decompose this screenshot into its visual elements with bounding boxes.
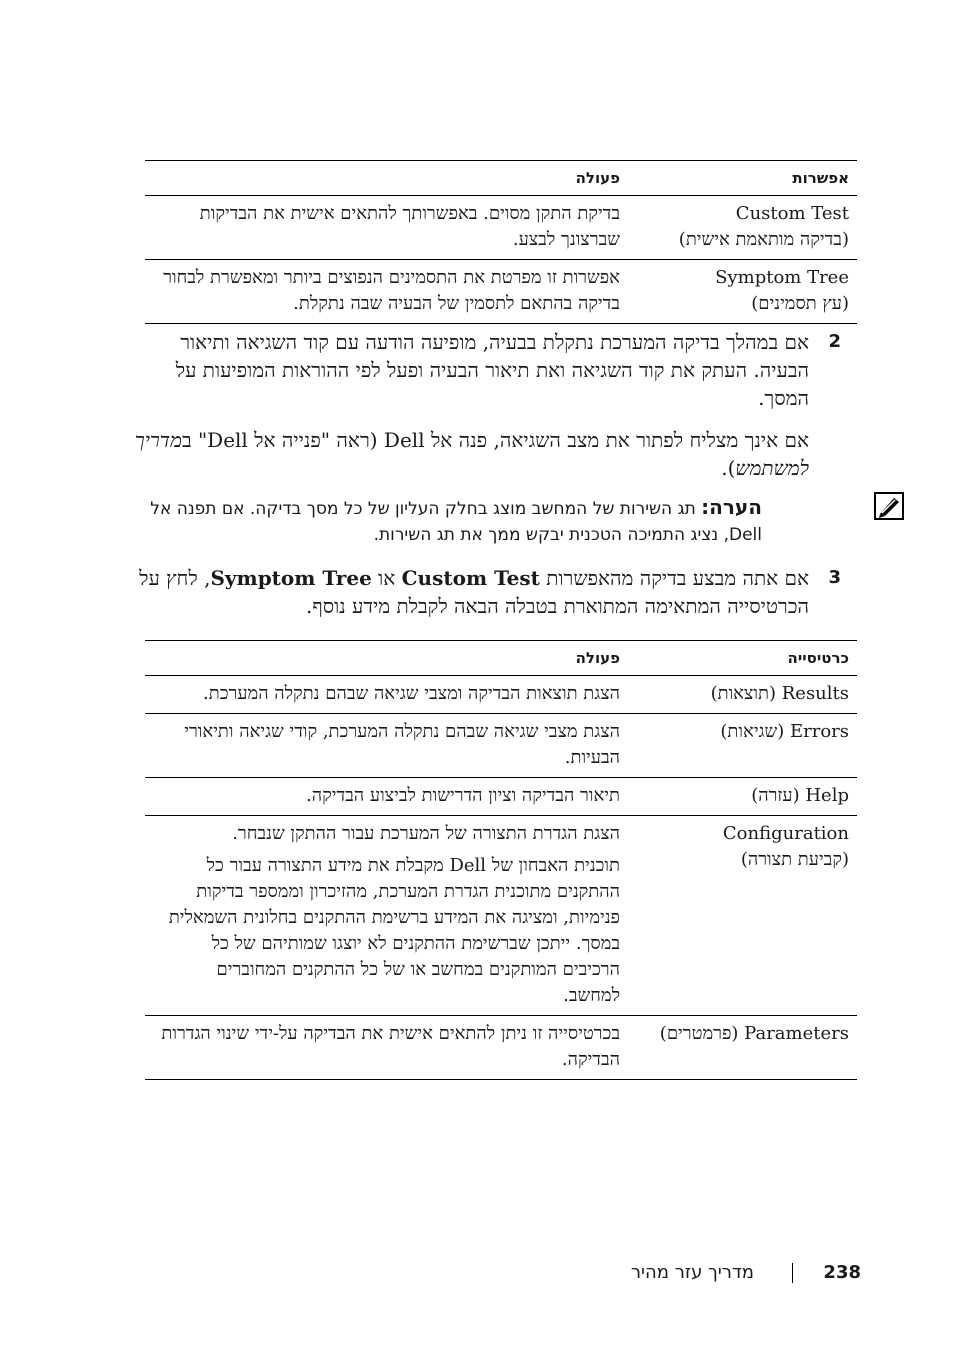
action-cell: בדיקת התקן מסוים. באפשרותך להתאים אישית את הבדיקות שברצונך לבצע.: [145, 196, 634, 260]
note-text: תג השירות של המחשב מוצג בחלק העליון של כל מסך בדיקה. אם תפנה אל Dell, נציג התמיכה הטכנית יבקש ממך את תג השירות.: [150, 499, 762, 545]
note-pencil-icon: [874, 492, 904, 520]
option-name: Symptom Tree: [715, 267, 849, 288]
tab-name: Configuration: [722, 823, 849, 844]
tab-cell: Help (עזרה): [634, 778, 857, 816]
note-label: הערה:: [701, 495, 762, 519]
tab-cell: Parameters (פרמטרים): [634, 1016, 857, 1080]
header-tab: כרטיסייה: [634, 641, 857, 676]
option-sub: (עץ תסמינים): [751, 293, 849, 314]
action-cell: בכרטיסייה זו ניתן להתאים אישית את הבדיקה על-ידי שינוי הגדרות הבדיקה.: [145, 1016, 634, 1080]
action-cell: אפשרות זו מפרטת את התסמינים הנפוצים ביותר ומאפשרת לבחור בדיקה בהתאם לתסמין של הבעיה שבה נתקלת.: [145, 260, 634, 324]
option-sub: (בדיקה מותאמת אישית): [678, 229, 849, 250]
step-3-text: [129, 564, 809, 620]
footer-separator: [792, 1263, 793, 1283]
action-cell: תיאור הבדיקה וציון הדרישות לביצוע הבדיקה.: [145, 778, 634, 816]
step-2-para2: [129, 426, 809, 482]
footer-title: מדריך עזר מהיר: [630, 1262, 754, 1283]
table-row: [145, 714, 857, 778]
step-number: 2: [828, 331, 841, 352]
header-action: פעולה: [145, 161, 634, 196]
table-row: [145, 196, 857, 260]
tab-cell: Results (תוצאות): [634, 676, 857, 714]
note-block: [142, 494, 762, 548]
step-2-para1: אם במהלך בדיקה המערכת נתקלת בבעיה, מופיעה הודעה עם קוד השגיאה ותיאור הבעיה. העתק את קוד השגיאה ואת תיאור הבעיה ופעל לפי ההוראות המופיעות על המסך.: [175, 330, 809, 410]
step-2-text: [129, 328, 809, 482]
page-number: 238: [823, 1262, 861, 1283]
tab-cell: [634, 816, 857, 1016]
step-3-text-c: , לחץ על הכרטיסייה המתאימה המתוארת בטבלה הבאה לקבלת מידע נוסף.: [139, 566, 809, 618]
tabs-table: [145, 640, 857, 1080]
table-row: [145, 1016, 857, 1080]
step-number: 3: [828, 567, 841, 588]
step-2-para2-b: ).: [721, 456, 736, 480]
option-cell: [634, 196, 857, 260]
header-option: אפשרות: [634, 161, 857, 196]
header-action: פעולה: [145, 641, 634, 676]
action-cell: הצגת מצבי שגיאה שבהם נתקלה המערכת, קודי שגיאה ותיאורי הבעיות.: [145, 714, 634, 778]
action-cell: [145, 816, 634, 1016]
step-2-para2-a: אם אינך מצליח לפתור את מצב השגיאה, פנה אל Dell (ראה "פנייה אל Dell" ב: [181, 428, 809, 452]
action-text: הצגת הגדרת התצורה של המערכת עבור ההתקן שנבחר.: [232, 823, 620, 844]
options-table: [145, 160, 857, 324]
action-text-2: תוכנית האבחון של Dell מקבלת את מידע התצורה עבור כל ההתקנים מתוכנית הגדרת המערכת, מהזיכרון וממספר בדיקות פנימיות, ומציגה את המידע ברשימת ההתקנים בחלונית השמאלית במסך. ייתכן שברשימת ההתקנים לא יוצגו שמותיהם של כל הרכיבים המותקנים במחשב או של כל ההתקנים המחוברים למחשב.: [168, 855, 620, 1006]
table-row: [145, 816, 857, 1016]
table-row: [145, 676, 857, 714]
tab-sub: (קביעת תצורה): [740, 849, 849, 870]
option-cell: [634, 260, 857, 324]
action-cell: הצגת תוצאות הבדיקה ומצבי שגיאה שבהם נתקלה המערכת.: [145, 676, 634, 714]
user-guide-title: מדריך למשתמש: [134, 428, 809, 480]
tab-cell: Errors (שגיאות): [634, 714, 857, 778]
table-row: [145, 260, 857, 324]
symptom-tree-term: Symptom Tree: [210, 566, 372, 590]
option-name: Custom Test: [735, 203, 849, 224]
custom-test-term: Custom Test: [401, 566, 540, 590]
table-row: [145, 778, 857, 816]
step-3-text-a: אם אתה מבצע בדיקה מהאפשרות: [539, 566, 809, 590]
step-3-text-b: או: [371, 566, 402, 590]
